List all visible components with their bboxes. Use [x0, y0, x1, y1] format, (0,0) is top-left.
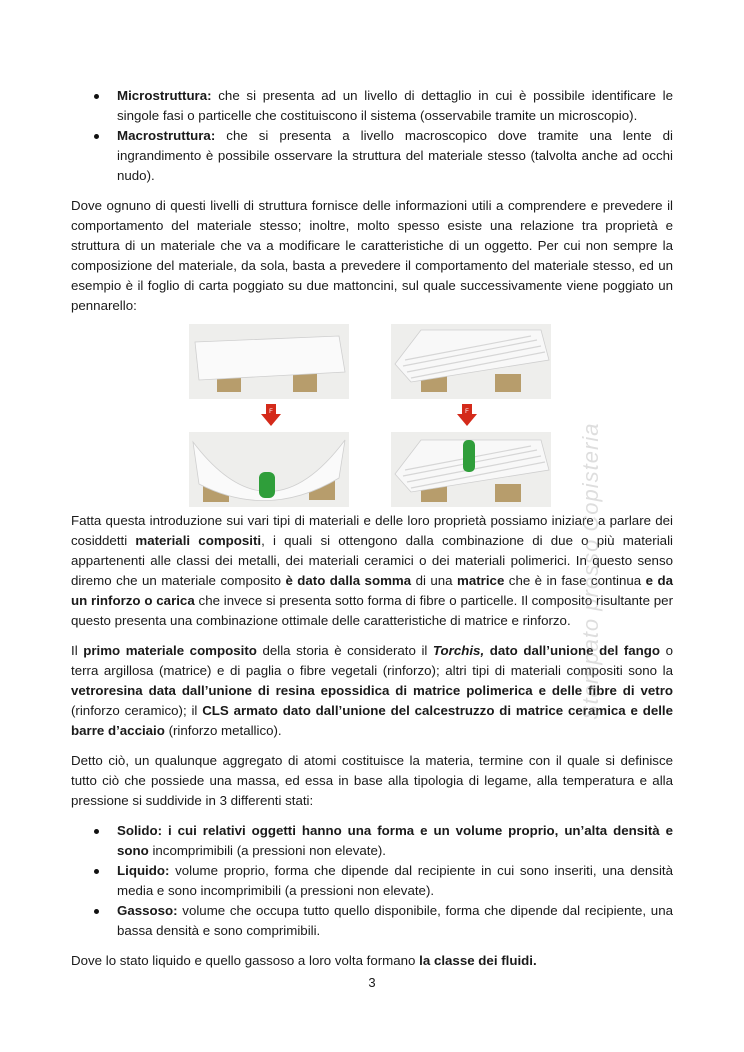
paragraph-first-composite: Il primo materiale composito della storia è considerato il Torchis, dato dall’unione del fango o terra argillosa (matrice) e di paglia o fibre vegetali (rinforzo); altri tipi di materiali compositi sono la vetroresina data dall’unione di resina epossidica di matrice polimerica e delle fibre di vetro (rinforzo ceramico); il CLS armato dato dall’unione del calcestruzzo di matrice ceramica e delle barre d’acciaio (rinforzo metallico).: [71, 643, 674, 738]
list-item: Liquido: volume proprio, forma che dipende dal recipiente in cui sono inseriti, una densità media e sono incomprimibili (a pressioni non elevate).: [71, 861, 673, 901]
paragraph-intro: Dove ognuno di questi livelli di struttura fornisce delle informazioni utili a comprendere e prevedere il comportamento del materiale stesso; inoltre, molto spesso esiste una relazione tra proprietà e struttura di un materiale che va a modificare le caratteristiche di un oggetto. Per cui non sempre la composizione del materiale, da sola, basta a prevedere il comportamento del materiale stesso, ed un esempio è il foglio di carta poggiato su due mattoncini, sul quale successivamente viene poggiato un pennarello:: [71, 198, 673, 313]
svg-text:F: F: [465, 409, 469, 415]
list-item: Macrostruttura: che si presenta a livello macroscopico dove tramite una lente di ingrandimento è possibile osservare la struttura del materiale stesso (talvolta anche ad occhi nudo).: [71, 126, 673, 186]
watermark: Stampato presso Copisteria: [578, 422, 603, 720]
list-item: Microstruttura: che si presenta ad un livello di dettaglio in cui è possibile identificare le singole fasi o particelle che costituiscono il sistema (osservabile tramite un microscopio).: [71, 86, 673, 126]
list-item: Solido: i cui relativi oggetti hanno una forma e un volume proprio, un’alta densità e sono incomprimibili (a pressioni non elevate).: [71, 821, 673, 861]
corrugated-sheet-photo: [391, 324, 551, 399]
paragraph-states-intro: Detto ciò, un qualunque aggregato di atomi costituisce la materia, termine con il quale si definisce tutto ciò che possiede una massa, ed essa in base alla tipologia di legame, alla temperatura e alla pressione si suddivide in 3 differenti stati:: [71, 753, 673, 808]
svg-text:F: F: [269, 409, 273, 415]
flat-sheet-photo: [189, 324, 349, 399]
force-arrow-icon: [261, 404, 281, 426]
states-list: [71, 821, 673, 941]
paragraph-composites: Fatta questa introduzione sui vari tipi di materiali e delle loro proprietà possiamo iniziare a parlare dei cosiddetti materiali compositi, i quali si ottengono dalla combinazione di due o più materiali appartenenti alle classi dei metalli, dei materiali ceramici o dei materiali polimerici. In questo senso diremo che un materiale composito è dato dalla somma di una matrice che è in fase continua e da un rinforzo o carica che invece si presenta sotto forma di fibre o particelle. Il composito risultante per questo presenta una combinazione ottimale delle caratteristiche di matrice e rinforzo.: [71, 513, 674, 628]
bent-sheet-photo: [189, 432, 349, 507]
corrugated-loaded-photo: [391, 432, 551, 507]
list-item: Gassoso: volume che occupa tutto quello disponibile, forma che dipende dal recipiente, una bassa densità e sono comprimibili.: [71, 901, 673, 941]
force-arrow-icon: [457, 404, 477, 426]
page-number: 3: [368, 975, 376, 990]
structure-level-list: [71, 86, 673, 186]
paragraph-fluids: Dove lo stato liquido e quello gassoso a loro volta formano la classe dei fluidi.: [71, 953, 537, 968]
